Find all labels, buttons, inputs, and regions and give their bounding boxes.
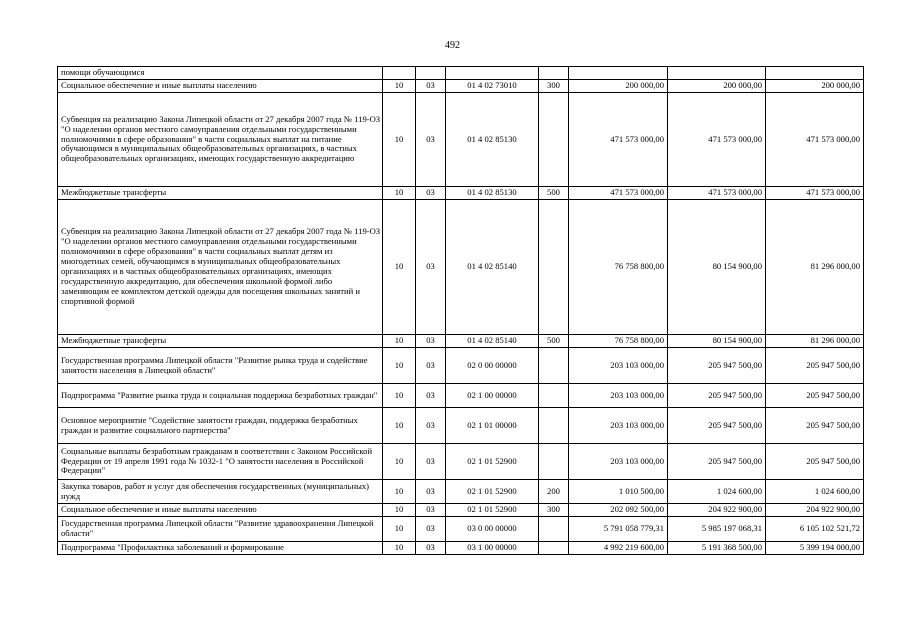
cell-section: 10 — [383, 187, 416, 200]
cell-name: Государственная программа Липецкой области "Развитие здравоохранения Липецкой области" — [58, 517, 383, 542]
cell-amount-year-2: 5 191 368 500,00 — [668, 542, 766, 555]
cell-target-article: 02 1 01 00000 — [446, 408, 539, 444]
cell-subsection: 03 — [416, 408, 446, 444]
cell-amount-year-3: 471 573 000,00 — [766, 93, 864, 187]
cell-section: 10 — [383, 93, 416, 187]
cell-subsection: 03 — [416, 335, 446, 348]
cell-name: Государственная программа Липецкой области "Развитие рынка труда и содействие занятости населения в Липецкой области" — [58, 348, 383, 384]
cell-subsection: 03 — [416, 80, 446, 93]
cell-amount-year-3: 81 296 000,00 — [766, 335, 864, 348]
cell-expense-type — [539, 517, 569, 542]
cell-expense-type — [539, 542, 569, 555]
cell-target-article — [446, 67, 539, 80]
cell-amount-year-3: 205 947 500,00 — [766, 348, 864, 384]
cell-amount-year-1: 5 791 058 779,31 — [569, 517, 668, 542]
cell-expense-type — [539, 67, 569, 80]
table-row — [58, 93, 864, 187]
table-row — [58, 384, 864, 408]
cell-amount-year-1: 203 103 000,00 — [569, 408, 668, 444]
cell-section: 10 — [383, 504, 416, 517]
cell-amount-year-3: 1 024 600,00 — [766, 480, 864, 504]
cell-name: Основное мероприятие "Содействие занятости граждан, поддержка безработных граждан и развитие социального партнерства" — [58, 408, 383, 444]
cell-expense-type — [539, 408, 569, 444]
cell-amount-year-1: 203 103 000,00 — [569, 348, 668, 384]
table-row — [58, 335, 864, 348]
cell-amount-year-3: 81 296 000,00 — [766, 200, 864, 335]
cell-amount-year-2: 205 947 500,00 — [668, 408, 766, 444]
cell-expense-type — [539, 93, 569, 187]
cell-subsection: 03 — [416, 517, 446, 542]
table-row — [58, 200, 864, 335]
cell-amount-year-1: 471 573 000,00 — [569, 187, 668, 200]
cell-name: Социальное обеспечение и иные выплаты населению — [58, 80, 383, 93]
cell-section: 10 — [383, 517, 416, 542]
cell-name: Субвенция на реализацию Закона Липецкой области от 27 декабря 2007 года № 119-ОЗ "О наделении органов местного самоуправления отдельными государственными полномочиями в сфере образования" в части социальных выплат на питание обучающимся в муниципальных общеобразовательных организациях, в частных общеобразовательных организациях, имеющих государственную аккредитацию — [58, 93, 383, 187]
page-number: 492 — [445, 40, 460, 51]
cell-section: 10 — [383, 348, 416, 384]
table-row — [58, 348, 864, 384]
cell-target-article: 03 1 00 00000 — [446, 542, 539, 555]
cell-expense-type: 200 — [539, 480, 569, 504]
cell-subsection — [416, 67, 446, 80]
cell-name: Закупка товаров, работ и услуг для обеспечения государственных (муниципальных) нужд — [58, 480, 383, 504]
cell-target-article: 01 4 02 85130 — [446, 93, 539, 187]
cell-section — [383, 67, 416, 80]
cell-target-article: 03 0 00 00000 — [446, 517, 539, 542]
cell-amount-year-2: 205 947 500,00 — [668, 444, 766, 480]
cell-expense-type: 500 — [539, 335, 569, 348]
cell-amount-year-2: 205 947 500,00 — [668, 348, 766, 384]
cell-section: 10 — [383, 200, 416, 335]
cell-expense-type — [539, 200, 569, 335]
cell-name: Субвенция на реализацию Закона Липецкой области от 27 декабря 2007 года № 119-ОЗ "О наделении органов местного самоуправления отдельными государственными полномочиями в сфере образования" в части социальных выплат детям из многодетных семей, обучающимся в муниципальных общеобразовательных организациях и в частных общеобразовательных организациях, имеющих государственную аккредитацию, для обеспечения школьной формой либо заменяющим ее комплектом детской одежды для посещения школьных занятий и спортивной формой — [58, 200, 383, 335]
cell-subsection: 03 — [416, 444, 446, 480]
cell-name: Социальное обеспечение и иные выплаты населению — [58, 504, 383, 517]
cell-amount-year-3: 205 947 500,00 — [766, 408, 864, 444]
cell-section: 10 — [383, 542, 416, 555]
cell-amount-year-2: 471 573 000,00 — [668, 187, 766, 200]
cell-amount-year-3 — [766, 67, 864, 80]
cell-name: Подпрограмма "Развитие рынка труда и социальная поддержка безработных граждан" — [58, 384, 383, 408]
cell-target-article: 01 4 02 73010 — [446, 80, 539, 93]
cell-amount-year-1 — [569, 67, 668, 80]
cell-amount-year-3: 5 399 194 000,00 — [766, 542, 864, 555]
cell-expense-type — [539, 348, 569, 384]
cell-expense-type: 300 — [539, 80, 569, 93]
table-row — [58, 542, 864, 555]
cell-target-article: 02 0 00 00000 — [446, 348, 539, 384]
cell-target-article: 02 1 01 52900 — [446, 444, 539, 480]
cell-amount-year-2: 80 154 900,00 — [668, 200, 766, 335]
cell-name: Межбюджетные трансферты — [58, 335, 383, 348]
cell-amount-year-2: 80 154 900,00 — [668, 335, 766, 348]
cell-amount-year-1: 202 092 500,00 — [569, 504, 668, 517]
budget-table — [57, 66, 864, 555]
table-body — [58, 67, 864, 555]
cell-target-article: 01 4 02 85130 — [446, 187, 539, 200]
cell-target-article: 01 4 02 85140 — [446, 200, 539, 335]
cell-subsection: 03 — [416, 93, 446, 187]
cell-amount-year-2 — [668, 67, 766, 80]
cell-amount-year-1: 471 573 000,00 — [569, 93, 668, 187]
cell-subsection: 03 — [416, 187, 446, 200]
table-row — [58, 444, 864, 480]
cell-amount-year-1: 76 758 800,00 — [569, 200, 668, 335]
cell-expense-type: 300 — [539, 504, 569, 517]
cell-amount-year-3: 205 947 500,00 — [766, 384, 864, 408]
table-row — [58, 504, 864, 517]
cell-name: Социальные выплаты безработным гражданам в соответствии с Законом Российской Федерации от 19 апреля 1991 года № 1032-1 "О занятости населения в Российской Федерации" — [58, 444, 383, 480]
cell-name: помощи обучающимся — [58, 67, 383, 80]
cell-amount-year-1: 203 103 000,00 — [569, 444, 668, 480]
cell-amount-year-2: 205 947 500,00 — [668, 384, 766, 408]
cell-amount-year-1: 200 000,00 — [569, 80, 668, 93]
cell-section: 10 — [383, 408, 416, 444]
cell-expense-type — [539, 384, 569, 408]
cell-subsection: 03 — [416, 542, 446, 555]
table-row — [58, 187, 864, 200]
table-row — [58, 67, 864, 80]
cell-target-article: 02 1 01 52900 — [446, 504, 539, 517]
cell-amount-year-2: 204 922 900,00 — [668, 504, 766, 517]
cell-amount-year-3: 204 922 900,00 — [766, 504, 864, 517]
cell-section: 10 — [383, 335, 416, 348]
cell-section: 10 — [383, 384, 416, 408]
cell-amount-year-1: 1 010 500,00 — [569, 480, 668, 504]
table-row — [58, 408, 864, 444]
cell-amount-year-2: 471 573 000,00 — [668, 93, 766, 187]
cell-amount-year-2: 1 024 600,00 — [668, 480, 766, 504]
cell-section: 10 — [383, 444, 416, 480]
cell-amount-year-2: 200 000,00 — [668, 80, 766, 93]
cell-target-article: 02 1 01 52900 — [446, 480, 539, 504]
cell-amount-year-3: 471 573 000,00 — [766, 187, 864, 200]
table-row — [58, 480, 864, 504]
cell-subsection: 03 — [416, 384, 446, 408]
cell-name: Межбюджетные трансферты — [58, 187, 383, 200]
cell-subsection: 03 — [416, 348, 446, 384]
cell-target-article: 02 1 00 00000 — [446, 384, 539, 408]
cell-subsection: 03 — [416, 200, 446, 335]
table-row — [58, 80, 864, 93]
cell-amount-year-3: 200 000,00 — [766, 80, 864, 93]
cell-subsection: 03 — [416, 504, 446, 517]
cell-section: 10 — [383, 480, 416, 504]
cell-amount-year-3: 6 105 102 521,72 — [766, 517, 864, 542]
cell-expense-type — [539, 444, 569, 480]
cell-name: Подпрограмма "Профилактика заболеваний и формирование — [58, 542, 383, 555]
cell-amount-year-2: 5 985 197 068,31 — [668, 517, 766, 542]
cell-amount-year-1: 203 103 000,00 — [569, 384, 668, 408]
cell-section: 10 — [383, 80, 416, 93]
cell-subsection: 03 — [416, 480, 446, 504]
table-row — [58, 517, 864, 542]
cell-expense-type: 500 — [539, 187, 569, 200]
cell-amount-year-1: 4 992 219 600,00 — [569, 542, 668, 555]
cell-amount-year-3: 205 947 500,00 — [766, 444, 864, 480]
cell-target-article: 01 4 02 85140 — [446, 335, 539, 348]
cell-amount-year-1: 76 758 800,00 — [569, 335, 668, 348]
